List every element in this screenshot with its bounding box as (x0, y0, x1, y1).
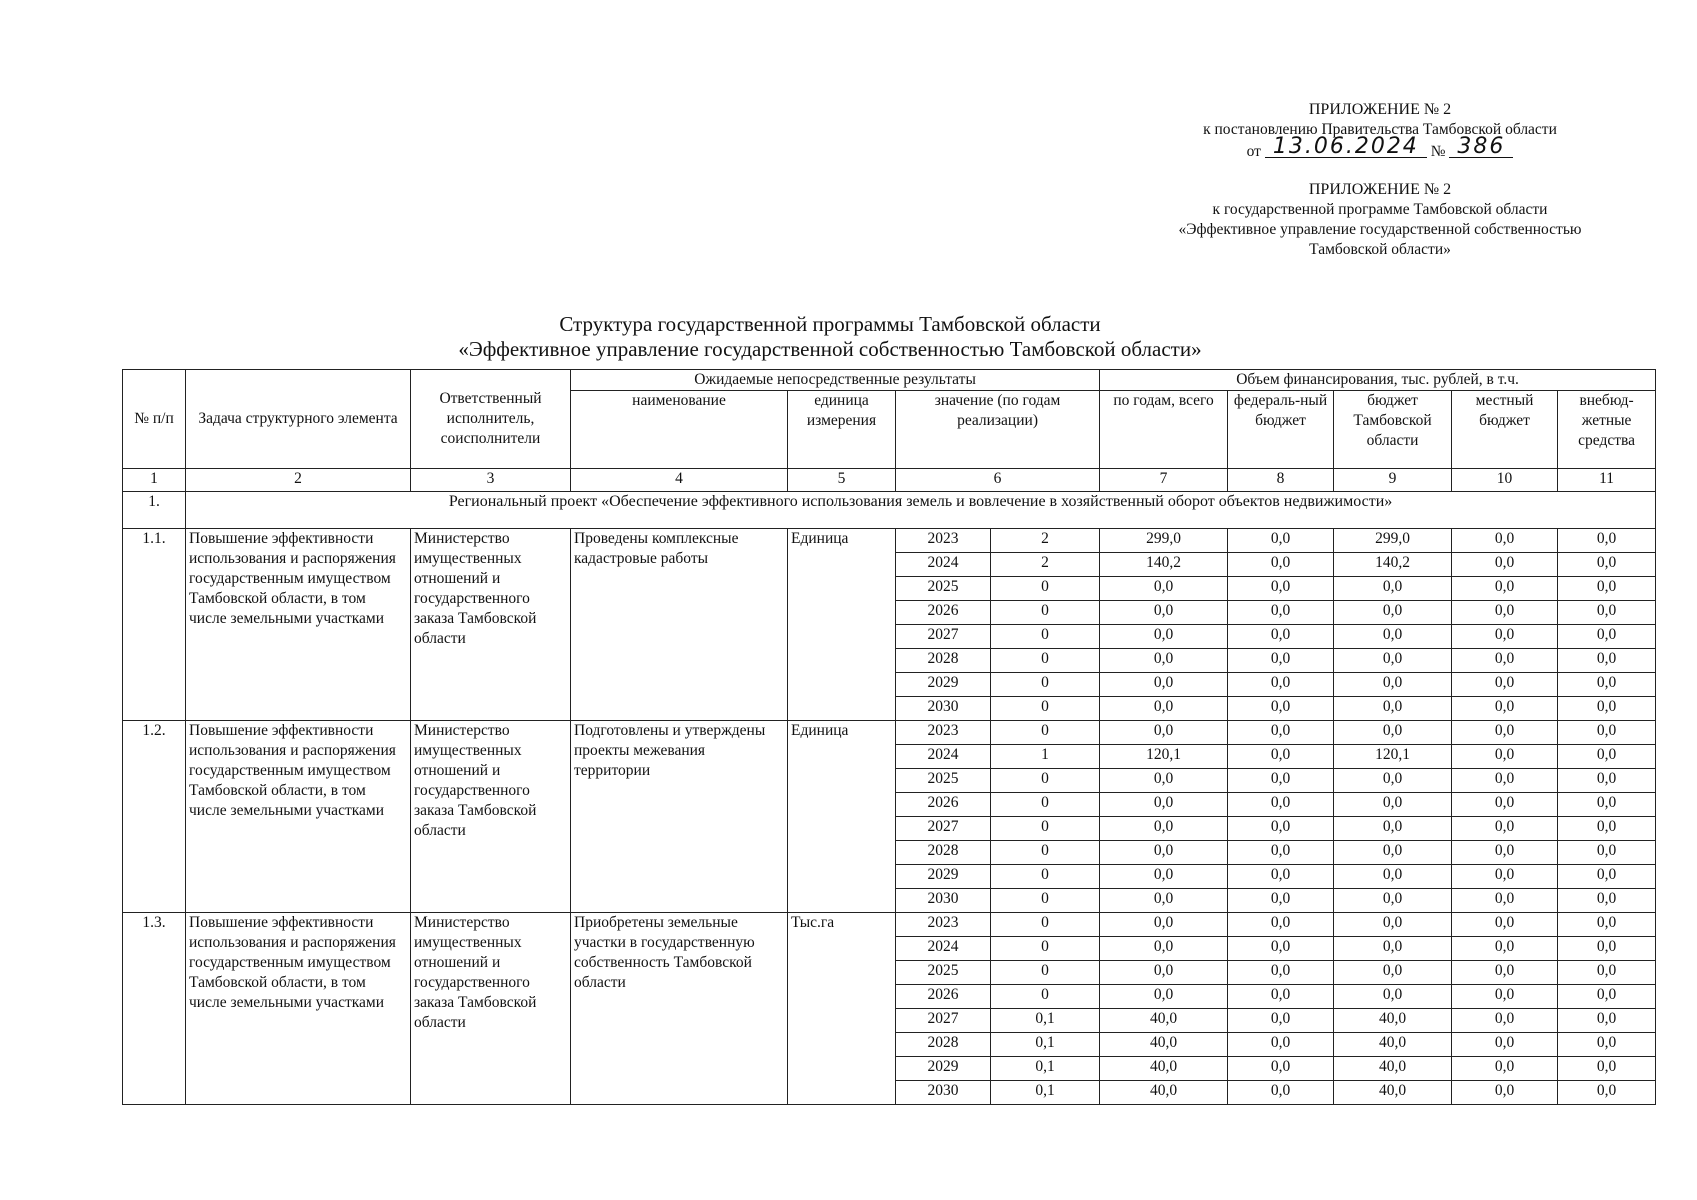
executor-cell: Министерство имущественных отношений и государственного заказа Тамбовской области (411, 529, 571, 721)
regional-budget-cell: 0,0 (1334, 961, 1452, 985)
total-funding-cell: 0,0 (1100, 697, 1228, 721)
regional-budget-cell: 0,0 (1334, 817, 1452, 841)
total-funding-cell: 120,1 (1100, 745, 1228, 769)
year-cell: 2029 (896, 1057, 991, 1081)
decree-date: 13.06.2024 (1265, 137, 1427, 158)
year-cell: 2029 (896, 865, 991, 889)
extrabudget-cell: 0,0 (1558, 913, 1656, 937)
local-budget-cell: 0,0 (1452, 625, 1558, 649)
year-cell: 2027 (896, 1009, 991, 1033)
unit-cell: Тыс.га (788, 913, 896, 1105)
regional-budget-cell: 0,0 (1334, 937, 1452, 961)
total-funding-cell: 0,0 (1100, 649, 1228, 673)
federal-budget-cell: 0,0 (1228, 889, 1334, 913)
extrabudget-cell: 0,0 (1558, 745, 1656, 769)
federal-budget-cell: 0,0 (1228, 913, 1334, 937)
result-name-cell: Проведены комплексные кадастровые работы (571, 529, 788, 721)
year-cell: 2025 (896, 961, 991, 985)
table-row (123, 913, 1656, 937)
regional-budget-cell: 0,0 (1334, 865, 1452, 889)
column-number: 8 (1228, 469, 1334, 492)
target-value-cell: 0 (991, 577, 1100, 601)
year-cell: 2026 (896, 985, 991, 1009)
local-budget-cell: 0,0 (1452, 529, 1558, 553)
appendix-decree-block (1150, 100, 1610, 164)
local-budget-cell: 0,0 (1452, 913, 1558, 937)
extrabudget-cell: 0,0 (1558, 793, 1656, 817)
target-value-cell: 0 (991, 817, 1100, 841)
total-funding-cell: 0,0 (1100, 889, 1228, 913)
target-value-cell: 0 (991, 889, 1100, 913)
federal-budget-cell: 0,0 (1228, 649, 1334, 673)
appendix-program-line1: к государственной программе Тамбовской области (1212, 201, 1548, 218)
appendix-decree-title: ПРИЛОЖЕНИЕ № 2 (1308, 101, 1452, 118)
federal-budget-cell: 0,0 (1228, 1033, 1334, 1057)
appendix-program-line2: «Эффективное управление государственной собственностью (1178, 221, 1582, 238)
total-funding-cell: 0,0 (1100, 865, 1228, 889)
header-total: по годам, всего (1100, 391, 1228, 469)
executor-cell: Министерство имущественных отношений и государственного заказа Тамбовской области (411, 721, 571, 913)
total-funding-cell: 0,0 (1100, 769, 1228, 793)
local-budget-cell: 0,0 (1452, 553, 1558, 577)
year-cell: 2026 (896, 601, 991, 625)
federal-budget-cell: 0,0 (1228, 673, 1334, 697)
extrabudget-cell: 0,0 (1558, 553, 1656, 577)
year-cell: 2027 (896, 625, 991, 649)
regional-budget-cell: 40,0 (1334, 1009, 1452, 1033)
extrabudget-cell: 0,0 (1558, 961, 1656, 985)
extrabudget-cell: 0,0 (1558, 1081, 1656, 1105)
header-federal: федераль-ный бюджет (1228, 391, 1334, 469)
table-row (123, 721, 1656, 745)
target-value-cell: 0 (991, 937, 1100, 961)
federal-budget-cell: 0,0 (1228, 1009, 1334, 1033)
total-funding-cell: 40,0 (1100, 1081, 1228, 1105)
regional-budget-cell: 120,1 (1334, 745, 1452, 769)
structure-table (122, 369, 1656, 1105)
target-value-cell: 0 (991, 769, 1100, 793)
extrabudget-cell: 0,0 (1558, 769, 1656, 793)
total-funding-cell: 0,0 (1100, 673, 1228, 697)
regional-budget-cell: 40,0 (1334, 1057, 1452, 1081)
local-budget-cell: 0,0 (1452, 721, 1558, 745)
regional-budget-cell: 0,0 (1334, 985, 1452, 1009)
local-budget-cell: 0,0 (1452, 1057, 1558, 1081)
target-value-cell: 0 (991, 673, 1100, 697)
header-row-1 (123, 370, 1656, 391)
column-number: 3 (411, 469, 571, 492)
federal-budget-cell: 0,0 (1228, 841, 1334, 865)
regional-budget-cell: 0,0 (1334, 625, 1452, 649)
target-value-cell: 2 (991, 553, 1100, 577)
regional-budget-cell: 140,2 (1334, 553, 1452, 577)
header-task: Задача структурного элемента (186, 370, 411, 469)
header-executor: Ответственный исполнитель, соисполнители (411, 370, 571, 469)
total-funding-cell: 40,0 (1100, 1057, 1228, 1081)
from-label: от (1246, 143, 1261, 160)
local-budget-cell: 0,0 (1452, 889, 1558, 913)
target-value-cell: 0 (991, 793, 1100, 817)
group-number: 1.3. (123, 913, 186, 1105)
task-cell: Повышение эффективности использования и распоряжения государственным имуществом Тамбовской области, в том числе земельными участками (186, 913, 411, 1105)
regional-budget-cell: 0,0 (1334, 649, 1452, 673)
target-value-cell: 0,1 (991, 1081, 1100, 1105)
total-funding-cell: 0,0 (1100, 937, 1228, 961)
local-budget-cell: 0,0 (1452, 793, 1558, 817)
federal-budget-cell: 0,0 (1228, 529, 1334, 553)
year-cell: 2030 (896, 697, 991, 721)
extrabudget-cell: 0,0 (1558, 1009, 1656, 1033)
year-cell: 2025 (896, 769, 991, 793)
target-value-cell: 0 (991, 625, 1100, 649)
local-budget-cell: 0,0 (1452, 601, 1558, 625)
local-budget-cell: 0,0 (1452, 841, 1558, 865)
header-value: значение (по годам реализации) (896, 391, 1100, 469)
extrabudget-cell: 0,0 (1558, 1057, 1656, 1081)
year-cell: 2023 (896, 721, 991, 745)
year-cell: 2028 (896, 841, 991, 865)
column-number-row (123, 469, 1656, 492)
federal-budget-cell: 0,0 (1228, 721, 1334, 745)
task-cell: Повышение эффективности использования и распоряжения государственным имуществом Тамбовской области, в том числе земельными участками (186, 721, 411, 913)
year-cell: 2023 (896, 913, 991, 937)
header-extra: внебюд-жетные средства (1558, 391, 1656, 469)
target-value-cell: 0 (991, 913, 1100, 937)
regional-budget-cell: 0,0 (1334, 673, 1452, 697)
federal-budget-cell: 0,0 (1228, 1081, 1334, 1105)
column-number: 1 (123, 469, 186, 492)
extrabudget-cell: 0,0 (1558, 625, 1656, 649)
total-funding-cell: 40,0 (1100, 1009, 1228, 1033)
regional-budget-cell: 40,0 (1334, 1033, 1452, 1057)
total-funding-cell: 40,0 (1100, 1033, 1228, 1057)
section-row (123, 492, 1656, 529)
federal-budget-cell: 0,0 (1228, 553, 1334, 577)
regional-budget-cell: 0,0 (1334, 841, 1452, 865)
year-cell: 2028 (896, 649, 991, 673)
header-local: местный бюджет (1452, 391, 1558, 469)
extrabudget-cell: 0,0 (1558, 673, 1656, 697)
extrabudget-cell: 0,0 (1558, 577, 1656, 601)
regional-budget-cell: 0,0 (1334, 769, 1452, 793)
total-funding-cell: 0,0 (1100, 625, 1228, 649)
local-budget-cell: 0,0 (1452, 1033, 1558, 1057)
year-cell: 2027 (896, 817, 991, 841)
year-cell: 2028 (896, 1033, 991, 1057)
federal-budget-cell: 0,0 (1228, 961, 1334, 985)
year-cell: 2030 (896, 889, 991, 913)
local-budget-cell: 0,0 (1452, 817, 1558, 841)
result-name-cell: Приобретены земельные участки в государственную собственность Тамбовской области (571, 913, 788, 1105)
group-number: 1.2. (123, 721, 186, 913)
extrabudget-cell: 0,0 (1558, 649, 1656, 673)
column-number: 5 (788, 469, 896, 492)
local-budget-cell: 0,0 (1452, 937, 1558, 961)
local-budget-cell: 0,0 (1452, 577, 1558, 601)
appendix-program-block (1120, 180, 1640, 260)
total-funding-cell: 0,0 (1100, 601, 1228, 625)
regional-budget-cell: 0,0 (1334, 889, 1452, 913)
year-cell: 2023 (896, 529, 991, 553)
year-cell: 2025 (896, 577, 991, 601)
year-cell: 2026 (896, 793, 991, 817)
header-no: № п/п (123, 370, 186, 469)
header-regional: бюджет Тамбовской области (1334, 391, 1452, 469)
federal-budget-cell: 0,0 (1228, 937, 1334, 961)
local-budget-cell: 0,0 (1452, 1081, 1558, 1105)
total-funding-cell: 0,0 (1100, 961, 1228, 985)
target-value-cell: 0 (991, 961, 1100, 985)
header-unit: единица измерения (788, 391, 896, 469)
extrabudget-cell: 0,0 (1558, 529, 1656, 553)
task-cell: Повышение эффективности использования и распоряжения государственным имуществом Тамбовской области, в том числе земельными участками (186, 529, 411, 721)
column-number: 9 (1334, 469, 1452, 492)
target-value-cell: 2 (991, 529, 1100, 553)
target-value-cell: 0,1 (991, 1057, 1100, 1081)
unit-cell: Единица (788, 529, 896, 721)
local-budget-cell: 0,0 (1452, 649, 1558, 673)
local-budget-cell: 0,0 (1452, 673, 1558, 697)
result-name-cell: Подготовлены и утверждены проекты межевания территории (571, 721, 788, 913)
column-number: 11 (1558, 469, 1656, 492)
regional-budget-cell: 0,0 (1334, 913, 1452, 937)
year-cell: 2029 (896, 673, 991, 697)
local-budget-cell: 0,0 (1452, 745, 1558, 769)
column-number: 6 (896, 469, 1100, 492)
year-cell: 2024 (896, 937, 991, 961)
section-number: 1. (123, 492, 186, 529)
extrabudget-cell: 0,0 (1558, 841, 1656, 865)
total-funding-cell: 299,0 (1100, 529, 1228, 553)
regional-budget-cell: 0,0 (1334, 697, 1452, 721)
document-title-line1: Структура государственной программы Тамбовской области (559, 312, 1101, 336)
header-name: наименование (571, 391, 788, 469)
header-funding-group: Объем финансирования, тыс. рублей, в т.ч. (1100, 370, 1656, 391)
column-number: 2 (186, 469, 411, 492)
federal-budget-cell: 0,0 (1228, 601, 1334, 625)
document-title (120, 312, 1540, 362)
extrabudget-cell: 0,0 (1558, 721, 1656, 745)
header-results-group: Ожидаемые непосредственные результаты (571, 370, 1100, 391)
target-value-cell: 0 (991, 649, 1100, 673)
target-value-cell: 0 (991, 697, 1100, 721)
extrabudget-cell: 0,0 (1558, 889, 1656, 913)
federal-budget-cell: 0,0 (1228, 793, 1334, 817)
target-value-cell: 0 (991, 721, 1100, 745)
group-number: 1.1. (123, 529, 186, 721)
federal-budget-cell: 0,0 (1228, 697, 1334, 721)
target-value-cell: 0 (991, 601, 1100, 625)
target-value-cell: 0 (991, 985, 1100, 1009)
extrabudget-cell: 0,0 (1558, 937, 1656, 961)
target-value-cell: 0,1 (991, 1033, 1100, 1057)
column-number: 7 (1100, 469, 1228, 492)
local-budget-cell: 0,0 (1452, 769, 1558, 793)
year-cell: 2024 (896, 553, 991, 577)
federal-budget-cell: 0,0 (1228, 985, 1334, 1009)
extrabudget-cell: 0,0 (1558, 817, 1656, 841)
federal-budget-cell: 0,0 (1228, 817, 1334, 841)
table-row (123, 529, 1656, 553)
local-budget-cell: 0,0 (1452, 865, 1558, 889)
total-funding-cell: 0,0 (1100, 577, 1228, 601)
extrabudget-cell: 0,0 (1558, 601, 1656, 625)
executor-cell: Министерство имущественных отношений и государственного заказа Тамбовской области (411, 913, 571, 1105)
target-value-cell: 0 (991, 841, 1100, 865)
appendix-decree-line: к постановлению Правительства Тамбовской области (1203, 121, 1557, 138)
section-title: Региональный проект «Обеспечение эффективного использования земель и вовлечение в хозяйственный оборот объектов недвижимости» (186, 492, 1656, 529)
regional-budget-cell: 0,0 (1334, 721, 1452, 745)
total-funding-cell: 0,0 (1100, 913, 1228, 937)
federal-budget-cell: 0,0 (1228, 865, 1334, 889)
extrabudget-cell: 0,0 (1558, 697, 1656, 721)
number-label: № (1430, 143, 1446, 160)
federal-budget-cell: 0,0 (1228, 625, 1334, 649)
local-budget-cell: 0,0 (1452, 961, 1558, 985)
total-funding-cell: 0,0 (1100, 817, 1228, 841)
federal-budget-cell: 0,0 (1228, 745, 1334, 769)
total-funding-cell: 140,2 (1100, 553, 1228, 577)
local-budget-cell: 0,0 (1452, 697, 1558, 721)
total-funding-cell: 0,0 (1100, 793, 1228, 817)
document-title-line2: «Эффективное управление государственной собственностью Тамбовской области» (458, 337, 1202, 361)
target-value-cell: 0,1 (991, 1009, 1100, 1033)
extrabudget-cell: 0,0 (1558, 1033, 1656, 1057)
target-value-cell: 1 (991, 745, 1100, 769)
total-funding-cell: 0,0 (1100, 721, 1228, 745)
local-budget-cell: 0,0 (1452, 1009, 1558, 1033)
federal-budget-cell: 0,0 (1228, 1057, 1334, 1081)
appendix-program-title: ПРИЛОЖЕНИЕ № 2 (1308, 181, 1452, 198)
decree-number: 386 (1449, 137, 1513, 158)
federal-budget-cell: 0,0 (1228, 769, 1334, 793)
column-number: 10 (1452, 469, 1558, 492)
target-value-cell: 0 (991, 865, 1100, 889)
column-number: 4 (571, 469, 788, 492)
total-funding-cell: 0,0 (1100, 985, 1228, 1009)
year-cell: 2024 (896, 745, 991, 769)
unit-cell: Единица (788, 721, 896, 913)
extrabudget-cell: 0,0 (1558, 985, 1656, 1009)
federal-budget-cell: 0,0 (1228, 577, 1334, 601)
decree-date-row (1150, 134, 1610, 164)
regional-budget-cell: 40,0 (1334, 1081, 1452, 1105)
regional-budget-cell: 0,0 (1334, 577, 1452, 601)
local-budget-cell: 0,0 (1452, 985, 1558, 1009)
regional-budget-cell: 0,0 (1334, 601, 1452, 625)
total-funding-cell: 0,0 (1100, 841, 1228, 865)
year-cell: 2030 (896, 1081, 991, 1105)
extrabudget-cell: 0,0 (1558, 865, 1656, 889)
regional-budget-cell: 0,0 (1334, 793, 1452, 817)
appendix-program-line3: Тамбовской области» (1309, 241, 1451, 258)
regional-budget-cell: 299,0 (1334, 529, 1452, 553)
